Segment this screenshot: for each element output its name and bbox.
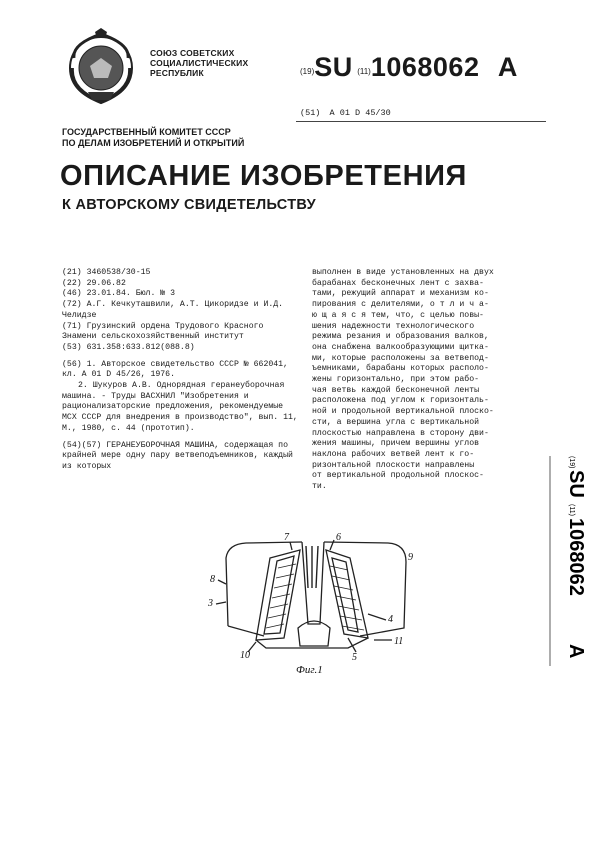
biblio-entry: (72) А.Г. Кечкуташвили, А.Т. Цикоридзе и И.Д. Челидзе xyxy=(62,300,284,320)
code-11: (11) xyxy=(357,67,371,76)
figure-label: 9 xyxy=(408,552,413,563)
abstract-line: режима резания и образования валков, xyxy=(312,332,489,342)
country-code: SU xyxy=(314,52,353,82)
abstract-line: плоскостью направлена в сторону дви- xyxy=(312,428,489,438)
abstract-line: сти, а вершина угла с вертикальной xyxy=(312,417,480,427)
abstract-line: жения машины, причем вершины углов xyxy=(312,439,480,449)
ipc-code: (51) xyxy=(300,108,321,118)
right-column xyxy=(312,268,544,493)
figure-label: 7 xyxy=(284,532,289,543)
abstract-line: расположена под углом к горизонталь- xyxy=(312,396,489,406)
figure-label: 8 xyxy=(210,574,215,585)
ipc-value: A 01 D 45/30 xyxy=(329,108,391,118)
figure-caption: Фиг.1 xyxy=(296,664,323,676)
ipc-underline xyxy=(296,121,546,122)
union-line: СОЮЗ СОВЕТСКИХ xyxy=(150,48,235,58)
figure-label: 10 xyxy=(240,650,250,661)
side-patent-number xyxy=(548,456,587,666)
abstract-line: наклона рабочих ветвей лент к го- xyxy=(312,449,475,459)
abstract-line: тами, режущий аппарат и механизм ко- xyxy=(312,289,489,299)
code-19: (19) xyxy=(300,67,315,76)
side-code-19: (19) xyxy=(568,456,575,469)
biblio-entry: (71) Грузинский ордена Трудового Красного Знамени сельскохозяйственный институт xyxy=(62,321,264,342)
side-kind: A xyxy=(565,644,587,659)
union-line: СОЦИАЛИСТИЧЕСКИХ xyxy=(150,58,249,68)
kind-code: A xyxy=(497,52,518,82)
abstract-line: ризонтальной плоскости направлены xyxy=(312,460,475,470)
union-name xyxy=(150,48,248,78)
abstract-line: жены горизонтально, при этом рабо- xyxy=(312,375,480,385)
abstract-line: ъемниками, барабаны которых располо- xyxy=(312,364,489,374)
document-title: ОПИСАНИЕ ИЗОБРЕТЕНИЯ xyxy=(60,160,467,192)
reference-entry: (56) 1. Авторское свидетельство СССР № 662041, кл. А 01 D 45/26, 1976. xyxy=(62,359,289,380)
patent-number: 1068062 xyxy=(370,52,480,82)
abstract-line: ной и продольной вертикальной плоско- xyxy=(312,407,494,417)
state-emblem-icon xyxy=(62,28,140,110)
figure-label: 3 xyxy=(208,598,213,609)
abstract-line: барабанах бесконечных лент с захва- xyxy=(312,278,484,288)
figure-label: 6 xyxy=(336,532,341,543)
reference-entry: 2. Шукуров А.В. Однорядная геранеуборочная машина. - Труды ВАСХНИЛ "Изобретения и рационализаторские предложения, рекомендуемые МСХ СССР для внедрения в производство", вып. 11, М., 1980, с. 44 (прототип). xyxy=(62,381,298,433)
biblio-entry: (53) 631.358:633.812(088.8) xyxy=(62,342,195,352)
ipc-classification xyxy=(300,108,391,118)
abstract-line: ю щ а я с я тем, что, с целью повы- xyxy=(312,310,484,320)
figure-label: 4 xyxy=(388,614,393,625)
committee-line: ПО ДЕЛАМ ИЗОБРЕТЕНИЙ И ОТКРЫТИЙ xyxy=(62,138,245,148)
abstract-line: чая ветвь каждой бесконечной ленты xyxy=(312,385,480,395)
abstract-start: (54)(57) ГЕРАНЕУБОРОЧНАЯ МАШИНА, содержащая по крайней мере одну пару ветвеподъемников, каждый из которых xyxy=(62,440,293,471)
abstract-line: она снабжена валкообразующими щитка- xyxy=(312,342,489,352)
abstract-line: ми, которые расположены за ветвепод- xyxy=(312,353,489,363)
figure-label: 5 xyxy=(352,652,357,663)
committee-line: ГОСУДАРСТВЕННЫЙ КОМИТЕТ СССР xyxy=(62,127,231,137)
side-number: 1068062 xyxy=(565,518,587,596)
abstract-line: выполнен в виде установленных на двух xyxy=(312,268,494,277)
side-country: SU xyxy=(565,470,587,498)
figure-1-drawing xyxy=(198,528,428,678)
abstract-line: ти. xyxy=(312,482,327,492)
abstract-line: шения надежности технологического xyxy=(312,321,475,331)
union-line: РЕСПУБЛИК xyxy=(150,68,204,78)
side-code-11: (11) xyxy=(568,504,575,516)
document-subtitle: К АВТОРСКОМУ СВИДЕТЕЛЬСТВУ xyxy=(62,197,316,213)
biblio-entry: (22) 29.06.82 xyxy=(62,278,126,288)
biblio-entry: (46) 23.01.84. Бюл. № 3 xyxy=(62,289,176,299)
publication-number xyxy=(300,52,518,83)
figure-label: 11 xyxy=(394,636,404,647)
committee-name xyxy=(62,127,244,149)
abstract-line: пирования с делителями, о т л и ч а- xyxy=(312,300,489,310)
left-column xyxy=(62,268,300,473)
abstract-line: от вертикальной продольной плоскос- xyxy=(312,471,484,481)
biblio-entry: (21) 3460538/30-15 xyxy=(62,268,151,277)
